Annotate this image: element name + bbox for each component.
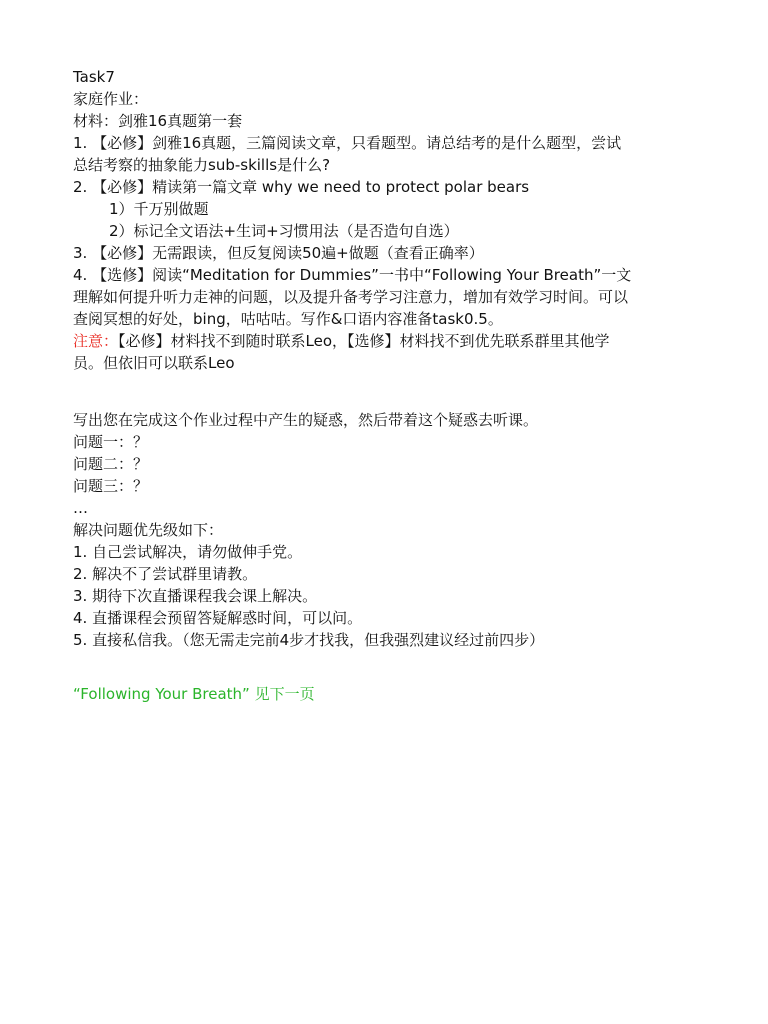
document-body xyxy=(73,66,713,705)
homework-heading: 家庭作业： xyxy=(73,90,149,108)
item-1-line-1: 1. 【必修】剑雅16真题，三篇阅读文章，只看题型。请总结考的是什么题型，尝试 xyxy=(73,134,622,152)
priority-1: 1. 自己尝试解决，请勿做伸手党。 xyxy=(73,543,303,561)
item-3: 3. 【必修】无需跟读，但反复阅读50遍+做题（查看正确率） xyxy=(73,244,484,262)
item-2: 2. 【必修】精读第一篇文章 why we need to protect polar bears xyxy=(73,178,530,196)
questions-instruction: 写出您在完成这个作业过程中产生的疑惑，然后带着这个疑惑去听课。 xyxy=(73,411,539,429)
note-text: 【必修】材料找不到随时联系Leo，【选修】材料找不到优先联系群里其他学 xyxy=(118,332,610,350)
priority-4: 4. 直播课程会预留答疑解惑时间，可以问。 xyxy=(73,609,363,627)
spacer xyxy=(73,651,713,683)
priority-3: 3. 期待下次直播课程我会课上解决。 xyxy=(73,587,318,605)
task-title: Task7 xyxy=(73,68,115,86)
priority-heading: 解决问题优先级如下： xyxy=(73,521,224,539)
question-2: 问题二：？ xyxy=(73,455,149,473)
priority-2: 2. 解决不了尝试群里请教。 xyxy=(73,565,258,583)
item-1-line-2: 总结考察的抽象能力sub-skills是什么? xyxy=(73,156,331,174)
item-4-line-2: 理解如何提升听力走神的问题，以及提升备考学习注意力，增加有效学习时间。可以 xyxy=(73,288,629,306)
materials-line: 材料：剑雅16真题第一套 xyxy=(73,112,243,130)
priority-5: 5. 直接私信我。（您无需走完前4步才找我，但我强烈建议经过前四步） xyxy=(73,631,545,649)
item-4-line-3: 查阅冥想的好处，bing，咕咕咕。写作&口语内容准备task0.5。 xyxy=(73,310,503,328)
item-2-sub-1: 1）千万别做题 xyxy=(109,200,209,218)
item-2-sub-2: 2）标记全文语法+生词+习惯用法（是否造句自选） xyxy=(109,222,459,240)
note-label: 注意： xyxy=(73,332,119,350)
note-line-1 xyxy=(73,330,713,352)
note-line-2: 员。但依旧可以联系Leo xyxy=(73,354,235,372)
question-1: 问题一：？ xyxy=(73,433,149,451)
next-page-note: “Following Your Breath” 见下一页 xyxy=(73,685,315,703)
spacer xyxy=(73,374,713,409)
item-4-line-1: 4. 【选修】阅读“Meditation for Dummies”一书中“Following Your Breath”一文 xyxy=(73,266,632,284)
ellipsis: … xyxy=(73,499,88,517)
question-3: 问题三：？ xyxy=(73,477,149,495)
